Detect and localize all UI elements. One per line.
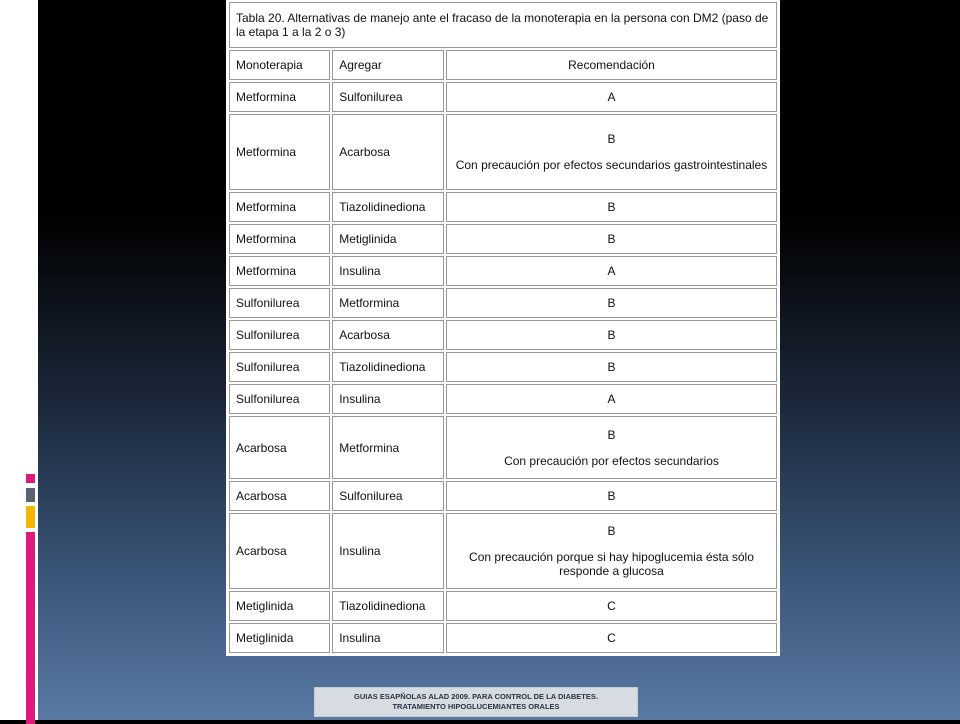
cell-recomendacion xyxy=(446,114,777,190)
cell-monoterapia: Metformina xyxy=(229,224,330,254)
cell-monoterapia: Sulfonilurea xyxy=(229,384,330,414)
footer-line-1: GUIAS ESAPÑOLAS ALAD 2009. PARA CONTROL DE LA DIABETES. xyxy=(354,692,598,701)
decorative-lines xyxy=(10,10,38,120)
table-row xyxy=(229,82,777,112)
cell-recomendacion xyxy=(446,513,777,589)
cell-monoterapia: Acarbosa xyxy=(229,481,330,511)
cell-monoterapia: Metformina xyxy=(229,82,330,112)
table-row xyxy=(229,384,777,414)
cell-recomendacion xyxy=(446,591,777,621)
cell-monoterapia: Sulfonilurea xyxy=(229,288,330,318)
bar-yellow xyxy=(26,506,35,528)
header-recomendacion: Recomendación xyxy=(446,50,777,80)
recommendation-grade: B xyxy=(607,200,616,214)
table-image xyxy=(226,0,780,656)
table-row xyxy=(229,591,777,621)
cell-agregar: Metiglinida xyxy=(332,224,444,254)
cell-agregar: Tiazolidinediona xyxy=(332,352,444,382)
footer-line-2: TRATAMIENTO HIPOGLUCEMIANTES ORALES xyxy=(392,702,560,711)
table-row xyxy=(229,623,777,653)
recommendation-grade: B xyxy=(607,232,616,246)
table-row xyxy=(229,192,777,222)
cell-agregar: Insulina xyxy=(332,623,444,653)
cell-monoterapia: Metiglinida xyxy=(229,591,330,621)
header-row xyxy=(229,50,777,80)
cell-recomendacion xyxy=(446,384,777,414)
recommendation-grade: A xyxy=(607,392,616,406)
recommendation-grade: B xyxy=(607,489,616,503)
recommendation-grade: C xyxy=(607,631,616,645)
cell-recomendacion xyxy=(446,352,777,382)
table-row xyxy=(229,320,777,350)
table-row xyxy=(229,352,777,382)
recommendation-table xyxy=(227,0,779,655)
recommendation-grade: B xyxy=(607,524,616,538)
cell-agregar: Acarbosa xyxy=(332,114,444,190)
bar-pink-top xyxy=(26,474,35,483)
cell-recomendacion xyxy=(446,224,777,254)
recommendation-grade: C xyxy=(607,599,616,613)
cell-recomendacion xyxy=(446,623,777,653)
recommendation-grade: B xyxy=(607,328,616,342)
recommendation-grade: B xyxy=(607,427,616,442)
recommendation-note: Con precaución por efectos secundarios xyxy=(504,453,719,468)
table-row xyxy=(229,256,777,286)
cell-monoterapia: Acarbosa xyxy=(229,513,330,589)
cell-recomendacion xyxy=(446,288,777,318)
cell-agregar: Tiazolidinediona xyxy=(332,192,444,222)
footer-caption xyxy=(314,687,638,717)
cell-recomendacion xyxy=(446,320,777,350)
recommendation-grade: A xyxy=(607,264,616,278)
cell-agregar: Insulina xyxy=(332,384,444,414)
cell-recomendacion xyxy=(446,416,777,479)
table-row xyxy=(229,224,777,254)
table-row xyxy=(229,481,777,511)
cell-agregar: Sulfonilurea xyxy=(332,82,444,112)
header-monoterapia: Monoterapia xyxy=(229,50,330,80)
bar-gray xyxy=(26,488,35,502)
table-row xyxy=(229,416,777,479)
cell-agregar: Metformina xyxy=(332,288,444,318)
cell-agregar: Acarbosa xyxy=(332,320,444,350)
cell-recomendacion xyxy=(446,82,777,112)
cell-recomendacion xyxy=(446,256,777,286)
cell-monoterapia: Metformina xyxy=(229,256,330,286)
recommendation-grade: B xyxy=(607,360,616,374)
cell-monoterapia: Metformina xyxy=(229,114,330,190)
recommendation-grade: B xyxy=(607,132,616,146)
recommendation-note: Con precaución por efectos secundarios gastrointestinales xyxy=(455,158,768,172)
cell-agregar: Sulfonilurea xyxy=(332,481,444,511)
cell-agregar: Insulina xyxy=(332,513,444,589)
table-row xyxy=(229,513,777,589)
cell-agregar: Tiazolidinediona xyxy=(332,591,444,621)
recommendation-grade: A xyxy=(607,90,616,104)
cell-monoterapia: Sulfonilurea xyxy=(229,320,330,350)
table-row xyxy=(229,288,777,318)
caption-row xyxy=(229,2,777,48)
recommendation-note: Con precaución porque si hay hipoglucemia ésta sólo responde a glucosa xyxy=(469,550,754,578)
table-caption: Tabla 20. Alternativas de manejo ante el fracaso de la monoterapia en la persona con DM2 (paso de la etapa 1 a la 2 o 3) xyxy=(229,2,777,48)
cell-agregar: Metformina xyxy=(332,416,444,479)
cell-recomendacion xyxy=(446,192,777,222)
cell-monoterapia: Metiglinida xyxy=(229,623,330,653)
recommendation-grade: B xyxy=(607,296,616,310)
cell-recomendacion xyxy=(446,481,777,511)
header-agregar: Agregar xyxy=(332,50,444,80)
cell-monoterapia: Metformina xyxy=(229,192,330,222)
cell-monoterapia: Acarbosa xyxy=(229,416,330,479)
bar-pink-bottom xyxy=(26,532,35,724)
table-row xyxy=(229,114,777,190)
cell-agregar: Insulina xyxy=(332,256,444,286)
cell-monoterapia: Sulfonilurea xyxy=(229,352,330,382)
